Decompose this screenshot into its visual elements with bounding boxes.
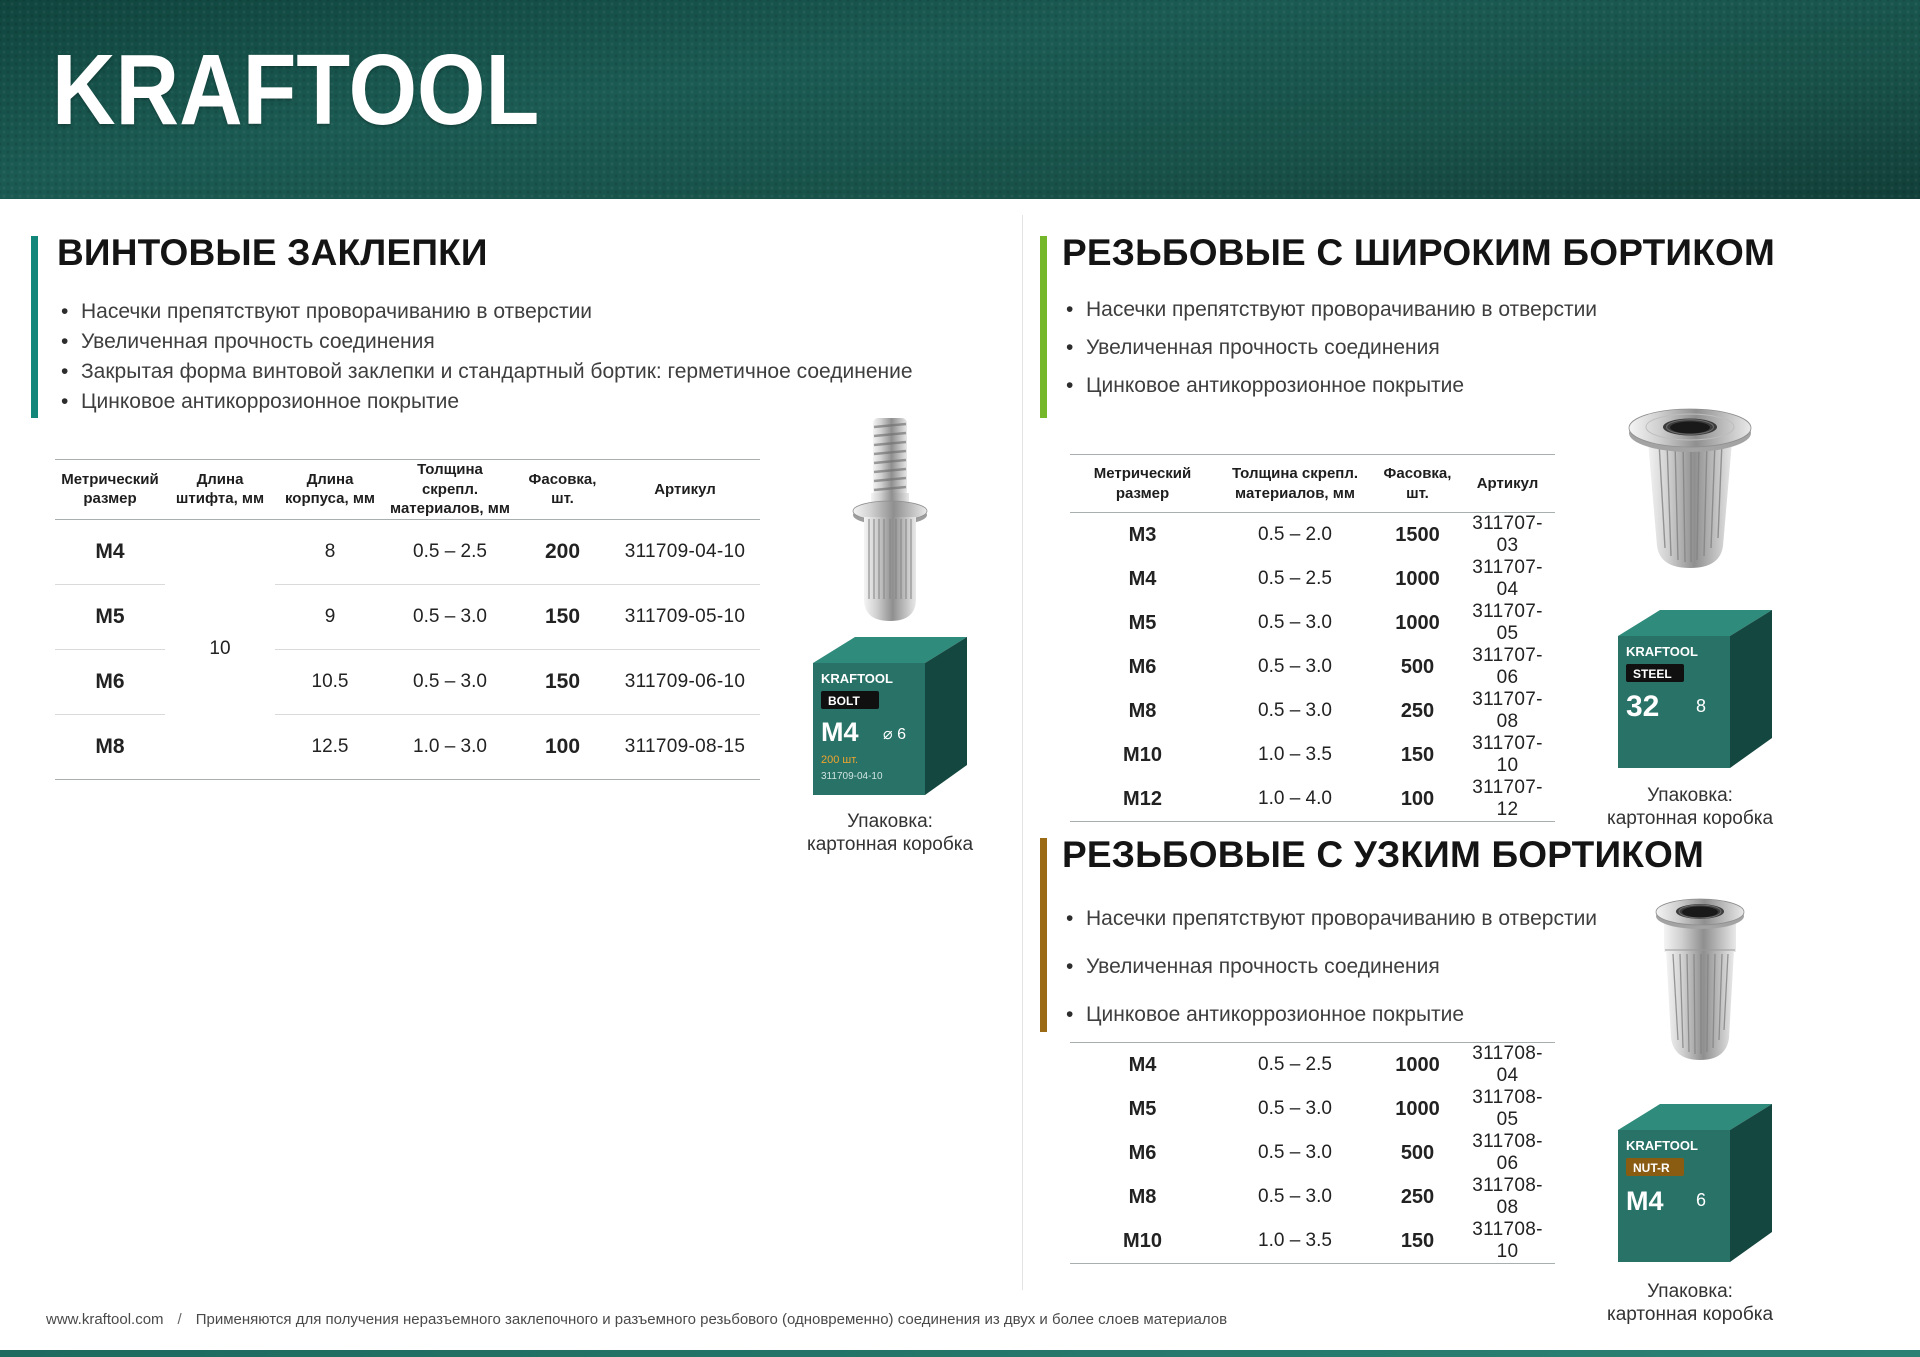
cell-pack: 150 bbox=[515, 649, 610, 714]
cell-thickness: 0.5 – 2.5 bbox=[1215, 1043, 1375, 1088]
table-row bbox=[55, 649, 760, 714]
cell-thickness: 0.5 – 2.0 bbox=[1258, 524, 1332, 545]
cell-sku: 311709-04-10 bbox=[624, 540, 746, 562]
table-row bbox=[1070, 1131, 1555, 1175]
wide-flange-nut-photo bbox=[1625, 398, 1755, 588]
table-row bbox=[1070, 601, 1555, 645]
package-caption-line2: картонная коробка bbox=[1606, 808, 1774, 829]
cell-thickness: 1.0 – 3.5 bbox=[1258, 744, 1332, 765]
table-row bbox=[55, 584, 760, 649]
box-pack-label: 200 шт. bbox=[821, 754, 859, 766]
cell-pack: 150 bbox=[1400, 743, 1435, 766]
cell-size: М5 bbox=[1128, 1097, 1157, 1120]
table-row bbox=[1070, 777, 1555, 822]
cell-thickness: 0.5 – 2.5 bbox=[413, 540, 487, 562]
package-caption-screw bbox=[790, 810, 990, 856]
cell-pack: 500 bbox=[1400, 1141, 1435, 1164]
wide-flange-table bbox=[1070, 454, 1555, 822]
table-header-row bbox=[1070, 455, 1555, 513]
bullet-item: • Увеличенная прочность соединения bbox=[1062, 337, 1597, 358]
table-row bbox=[1070, 1043, 1555, 1088]
package-caption-line1: Упаковка: bbox=[847, 811, 933, 832]
accent-bar-screw-rivets bbox=[31, 236, 38, 418]
narrow-flange-table bbox=[1070, 1042, 1555, 1264]
accent-bar-narrow-flange bbox=[1040, 838, 1047, 1032]
cell-size: М12 bbox=[1070, 777, 1215, 822]
package-caption-line2: картонная коробка bbox=[806, 834, 974, 855]
header-band bbox=[0, 0, 1920, 199]
bullet-item: • Насечки препятствуют проворачиванию в отверстии bbox=[1062, 908, 1597, 929]
cell-thickness: 0.5 – 3.0 bbox=[1258, 1098, 1332, 1119]
col-header-metric-size: Метрический размер bbox=[55, 460, 165, 520]
cell-sku: 311707-03 bbox=[1472, 513, 1543, 556]
bullet-item: • Насечки препятствуют проворачиванию в отверстии bbox=[57, 301, 913, 322]
box-type-label: NUT-R bbox=[1633, 1161, 1670, 1175]
package-caption-line1: Упаковка: bbox=[1647, 1281, 1733, 1302]
cell-body-length: 9 bbox=[275, 584, 385, 649]
cell-size: М5 bbox=[55, 584, 165, 649]
footer bbox=[46, 1311, 1227, 1328]
screw-rivets-table bbox=[55, 459, 760, 780]
narrow-flange-box-photo bbox=[1600, 1090, 1785, 1272]
cell-size: М8 bbox=[55, 714, 165, 779]
bullet-item: • Закрытая форма винтовой заклепки и стандартный бортик: герметичное соединение bbox=[57, 361, 913, 382]
cell-sku: 311709-08-15 bbox=[610, 714, 760, 779]
col-header-sku: Артикул bbox=[1460, 455, 1555, 513]
col-header-body-length: Длина корпуса, мм bbox=[275, 460, 385, 520]
box-size-label: M4 bbox=[821, 717, 859, 747]
table-row bbox=[1070, 689, 1555, 733]
cell-size: М6 bbox=[55, 649, 165, 714]
cell-sku: 311708-04 bbox=[1460, 1043, 1555, 1088]
cell-pack: 100 bbox=[515, 714, 610, 779]
footer-note: Применяются для получения неразъемного заклепочного и разъемного резьбового (одновременно) соединения из двух и более слоев материалов bbox=[195, 1311, 1228, 1328]
box-diameter-label: ⌀ 6 bbox=[883, 726, 906, 743]
screw-rivet-box-photo bbox=[795, 625, 980, 805]
cell-sku: 311707-05 bbox=[1472, 601, 1543, 644]
cell-size: М4 bbox=[1128, 567, 1157, 590]
cell-size: М4 bbox=[1070, 1043, 1215, 1088]
cell-sku: 311708-08 bbox=[1472, 1175, 1543, 1218]
cell-size: М10 bbox=[1123, 743, 1162, 766]
section-title-wide-flange: РЕЗЬБОВЫЕ С ШИРОКИМ БОРТИКОМ bbox=[1062, 232, 1775, 273]
cell-body-length: 12.5 bbox=[275, 714, 385, 779]
cell-pack: 250 bbox=[1400, 1185, 1435, 1208]
footer-url: www.kraftool.com bbox=[46, 1311, 164, 1328]
cell-sku: 311707-10 bbox=[1472, 733, 1543, 776]
cell-size: М8 bbox=[1128, 699, 1157, 722]
col-header-metric-size: Метрический размер bbox=[1070, 455, 1215, 513]
cell-size: М8 bbox=[1128, 1185, 1157, 1208]
cell-thickness: 1.0 – 4.0 bbox=[1215, 777, 1375, 822]
package-caption-line2: картонная коробка bbox=[1606, 1304, 1774, 1325]
bullet-list-wide-flange bbox=[1062, 299, 1597, 413]
col-header-pack: Фасовка, шт. bbox=[1375, 455, 1460, 513]
table-row bbox=[1070, 733, 1555, 777]
section-title-narrow-flange: РЕЗЬБОВЫЕ С УЗКИМ БОРТИКОМ bbox=[1062, 834, 1705, 875]
box-brand-label: KRAFTOOL bbox=[1626, 1138, 1698, 1153]
cell-size: М3 bbox=[1128, 523, 1157, 546]
kraftool-logo: KRAFTOOL bbox=[52, 34, 540, 146]
cell-thickness: 0.5 – 3.0 bbox=[1258, 612, 1332, 633]
table-row bbox=[1070, 645, 1555, 689]
cell-thickness: 0.5 – 3.0 bbox=[385, 584, 515, 649]
cell-size: М6 bbox=[1128, 1141, 1157, 1164]
cell-pack: 200 bbox=[544, 539, 581, 563]
cell-sku: 311709-05-10 bbox=[610, 584, 760, 649]
cell-pack: 150 bbox=[515, 584, 610, 649]
bottom-accent-bar bbox=[0, 1350, 1920, 1357]
cell-pack: 1000 bbox=[1395, 1097, 1440, 1120]
bullet-list-screw-rivets bbox=[57, 301, 913, 421]
bullet-item: • Увеличенная прочность соединения bbox=[1062, 956, 1597, 977]
cell-thickness: 1.0 – 3.5 bbox=[1215, 1219, 1375, 1264]
wide-flange-box-photo bbox=[1600, 598, 1785, 778]
table-row bbox=[1070, 557, 1555, 601]
box-diameter-label: 6 bbox=[1696, 1190, 1707, 1210]
cell-thickness: 0.5 – 3.0 bbox=[1258, 700, 1332, 721]
cell-body-length: 10.5 bbox=[275, 649, 385, 714]
narrow-flange-nut-photo bbox=[1645, 888, 1755, 1080]
table-row bbox=[1070, 513, 1555, 558]
cell-pack: 500 bbox=[1400, 655, 1435, 678]
col-header-sku: Артикул bbox=[610, 460, 760, 520]
cell-thickness: 0.5 – 3.0 bbox=[1258, 1142, 1332, 1163]
package-caption-narrow bbox=[1590, 1280, 1790, 1326]
cell-pack: 250 bbox=[1400, 699, 1435, 722]
table-row bbox=[1070, 1175, 1555, 1219]
column-divider bbox=[1022, 215, 1023, 1290]
cell-size: М4 bbox=[95, 539, 125, 563]
box-type-label: STEEL bbox=[1633, 667, 1672, 681]
table-header-row bbox=[55, 460, 760, 520]
cell-sku: 311707-06 bbox=[1472, 645, 1543, 688]
box-sku-label: 311709-04-10 bbox=[821, 771, 883, 782]
package-caption-line1: Упаковка: bbox=[1647, 785, 1733, 806]
cell-sku: 311707-12 bbox=[1460, 777, 1555, 822]
box-diameter-label: 8 bbox=[1696, 696, 1707, 716]
cell-sku: 311708-05 bbox=[1472, 1087, 1543, 1130]
cell-size: М10 bbox=[1070, 1219, 1215, 1264]
bullet-item: • Цинковое антикоррозионное покрытие bbox=[1062, 375, 1597, 396]
cell-body-length: 8 bbox=[324, 540, 336, 562]
footer-separator: / bbox=[177, 1311, 182, 1328]
col-header-thickness: Толщина скрепл. материалов, мм bbox=[1215, 455, 1375, 513]
cell-pack: 1000 bbox=[1395, 611, 1440, 634]
cell-size: М6 bbox=[1128, 655, 1157, 678]
table-row bbox=[55, 519, 760, 584]
cell-thickness: 0.5 – 3.0 bbox=[1258, 1186, 1332, 1207]
box-type-label: BOLT bbox=[828, 694, 860, 708]
table-row bbox=[1070, 1087, 1555, 1131]
cell-pack: 1500 bbox=[1395, 523, 1440, 546]
cell-sku: 311708-06 bbox=[1472, 1131, 1543, 1174]
box-brand-label: KRAFTOOL bbox=[1626, 644, 1698, 659]
screw-rivet-photo bbox=[835, 413, 945, 628]
col-header-thickness: Толщина скрепл. материалов, мм bbox=[385, 460, 515, 520]
box-size-label: 32 bbox=[1626, 690, 1660, 723]
accent-bar-wide-flange bbox=[1040, 236, 1047, 418]
cell-sku: 311707-08 bbox=[1472, 689, 1543, 732]
table-row bbox=[55, 714, 760, 779]
section-title-screw-rivets: ВИНТОВЫЕ ЗАКЛЕПКИ bbox=[57, 232, 488, 273]
bullet-list-narrow-flange bbox=[1062, 908, 1597, 1052]
bullet-item: • Насечки препятствуют проворачиванию в отверстии bbox=[1062, 299, 1597, 320]
cell-pack: 1000 bbox=[1375, 1043, 1460, 1088]
cell-sku: 311708-10 bbox=[1460, 1219, 1555, 1264]
col-header-pack: Фасовка, шт. bbox=[515, 460, 610, 520]
cell-thickness: 1.0 – 3.0 bbox=[385, 714, 515, 779]
table-row bbox=[1070, 1219, 1555, 1264]
cell-sku: 311707-04 bbox=[1472, 557, 1543, 600]
cell-sku: 311709-06-10 bbox=[610, 649, 760, 714]
cell-pack: 100 bbox=[1375, 777, 1460, 822]
bullet-item: • Цинковое антикоррозионное покрытие bbox=[1062, 1004, 1597, 1025]
cell-size: М5 bbox=[1128, 611, 1157, 634]
cell-pin-length-merged: 10 bbox=[165, 519, 275, 779]
cell-thickness: 0.5 – 3.0 bbox=[385, 649, 515, 714]
cell-pack: 150 bbox=[1375, 1219, 1460, 1264]
col-header-pin-length: Длина штифта, мм bbox=[165, 460, 275, 520]
cell-thickness: 0.5 – 3.0 bbox=[1258, 656, 1332, 677]
box-brand-label: KRAFTOOL bbox=[821, 671, 893, 686]
bullet-item: • Увеличенная прочность соединения bbox=[57, 331, 913, 352]
bullet-item: • Цинковое антикоррозионное покрытие bbox=[57, 391, 913, 412]
box-size-label: M4 bbox=[1626, 1186, 1664, 1216]
cell-pack: 1000 bbox=[1395, 567, 1440, 590]
package-caption-wide bbox=[1590, 784, 1790, 830]
cell-thickness: 0.5 – 2.5 bbox=[1258, 568, 1332, 589]
